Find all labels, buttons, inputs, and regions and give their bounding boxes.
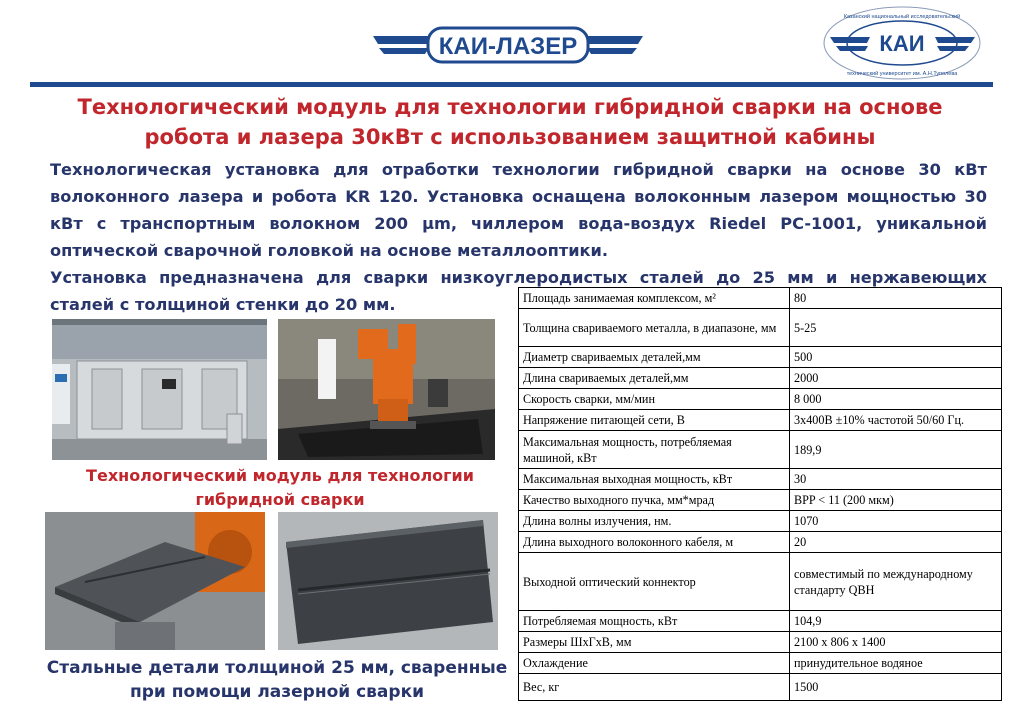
kai-laser-logo xyxy=(373,22,643,74)
spec-row xyxy=(519,288,1002,309)
svg-text:Казанский национальный исследо: Казанский национальный исследовательский xyxy=(843,14,961,20)
spec-value: 2000 xyxy=(790,368,1002,389)
svg-text:технический университет им. А.: технический университет им. А.Н.Туполева xyxy=(846,71,958,77)
spec-value: 500 xyxy=(790,347,1002,368)
page-title: Технологический модуль для технологии гибридной сварки на основе робота и лазера 30кВт с использованием защитной кабины xyxy=(77,95,943,149)
spec-row xyxy=(519,469,1002,490)
welded-part-photo-2 xyxy=(278,512,498,650)
spec-row xyxy=(519,653,1002,674)
spec-key: Длина волны излучения, нм. xyxy=(519,511,790,532)
spec-value: совместимый по международному стандарту QBH xyxy=(790,553,1002,611)
spec-key: Длина выходного волоконного кабеля, м xyxy=(519,532,790,553)
kai-laser-logo-text: КАИ-ЛАЗЕР xyxy=(438,33,578,60)
spec-value: 8 000 xyxy=(790,389,1002,410)
spec-row xyxy=(519,611,1002,632)
spec-row xyxy=(519,674,1002,701)
spec-key: Охлаждение xyxy=(519,653,790,674)
header-divider xyxy=(30,82,993,87)
spec-key: Длина свариваемых деталей,мм xyxy=(519,368,790,389)
spec-value: 3x400В ±10% частотой 50/60 Гц. xyxy=(790,410,1002,431)
spec-key: Выходной оптический коннектор xyxy=(519,553,790,611)
kai-logo-text: КАИ xyxy=(879,31,925,56)
spec-value: 30 xyxy=(790,469,1002,490)
parts-caption: Стальные детали толщиной 25 мм, сваренные при помощи лазерной сварки xyxy=(46,658,508,702)
spec-key: Размеры ШхГхВ, мм xyxy=(519,632,790,653)
spec-row xyxy=(519,389,1002,410)
spec-value: 104,9 xyxy=(790,611,1002,632)
spec-value: принудительное водяное xyxy=(790,653,1002,674)
specifications-table xyxy=(518,287,1002,701)
cabin-photo xyxy=(52,319,267,460)
spec-key: Диаметр свариваемых деталей,мм xyxy=(519,347,790,368)
spec-key: Толщина свариваемого металла, в диапазоне, мм xyxy=(519,309,790,347)
spec-value: 5-25 xyxy=(790,309,1002,347)
spec-key: Потребляемая мощность, кВт xyxy=(519,611,790,632)
spec-key: Напряжение питающей сети, В xyxy=(519,410,790,431)
spec-row xyxy=(519,368,1002,389)
spec-row xyxy=(519,553,1002,611)
modules-caption: Технологический модуль для технологии гибридной сварки xyxy=(86,466,474,509)
description-paragraph-2: Установка предназначена для сварки низкоуглеродистых сталей до 25 мм и нержавеющих сталей с толщиной стенки до 20 мм. xyxy=(50,268,987,314)
spec-value: 2100 x 806 x 1400 xyxy=(790,632,1002,653)
spec-row xyxy=(519,431,1002,469)
spec-value: 80 xyxy=(790,288,1002,309)
spec-row xyxy=(519,309,1002,347)
spec-row xyxy=(519,511,1002,532)
spec-key: Максимальная выходная мощность, кВт xyxy=(519,469,790,490)
spec-value: 1070 xyxy=(790,511,1002,532)
description-paragraph-1: Технологическая установка для отработки технологии гибридной сварки на основе 30 кВт волоконного лазера и робота KR 120. Установка оснащена волоконным лазером мощностью 30 кВт с транспортным волокном 200 µm, чиллером вода-воздух Riedel PC-1001, уникальной оптической сварочной головкой на основе металлооптики. xyxy=(50,160,987,260)
robot-photo xyxy=(278,319,495,460)
spec-key: Максимальная мощность, потребляемая машиной, кВт xyxy=(519,431,790,469)
spec-row xyxy=(519,410,1002,431)
spec-value: 20 xyxy=(790,532,1002,553)
spec-row xyxy=(519,532,1002,553)
spec-key: Скорость сварки, мм/мин xyxy=(519,389,790,410)
kai-university-logo xyxy=(820,4,985,82)
spec-row xyxy=(519,490,1002,511)
spec-value: BPP < 11 (200 мкм) xyxy=(790,490,1002,511)
welded-part-photo-1 xyxy=(45,512,265,650)
spec-key: Качество выходного пучка, мм*мрад xyxy=(519,490,790,511)
spec-row xyxy=(519,347,1002,368)
spec-value: 189,9 xyxy=(790,431,1002,469)
spec-row xyxy=(519,632,1002,653)
spec-key: Вес, кг xyxy=(519,674,790,701)
spec-key: Площадь занимаемая комплексом, м² xyxy=(519,288,790,309)
spec-value: 1500 xyxy=(790,674,1002,701)
